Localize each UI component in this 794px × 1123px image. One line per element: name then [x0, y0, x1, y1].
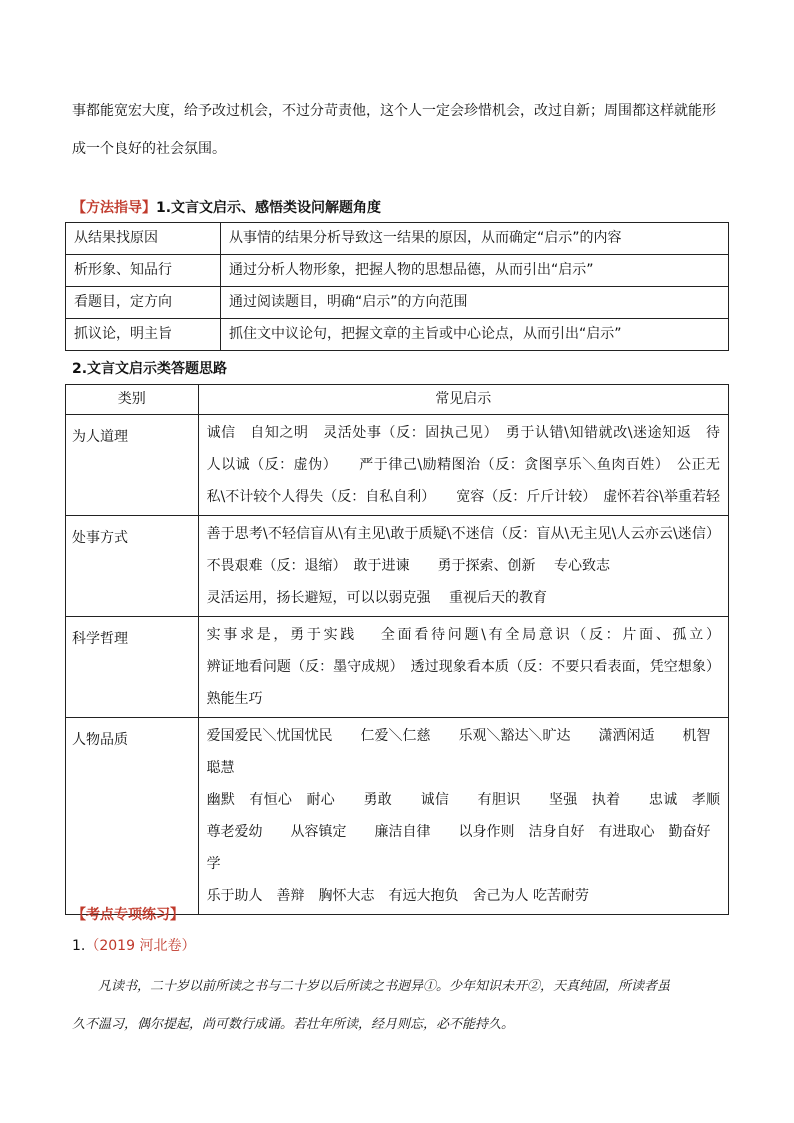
insight-list — [198, 516, 728, 617]
insight-line: 乐于助人 善辩 胸怀大志 有远大抱负 舍己为人 吃苦耐劳 — [206, 888, 590, 904]
insight-line: 灵活运用，扬长避短，可以以弱克强 重视后天的教育 — [206, 590, 548, 606]
method-description: 通过阅读题目，明确“启示”的方向范围 — [221, 287, 729, 319]
insight-line: 熟能生巧 — [206, 691, 263, 707]
insight-line: 爱国爱民＼忧国忧民 仁爱＼仁慈 乐观＼豁达＼旷达 潇洒闲适 机智 — [206, 728, 711, 744]
question-source: （2019 河北卷） — [85, 938, 196, 954]
excerpt-line-2: 久不温习，偶尔提起，尚可数行成诵。若壮年所读，经月则忘，必不能持久。 — [72, 1017, 515, 1032]
insight-row — [66, 516, 729, 617]
insight-line: 私\不计较个人得失（反：自私自利） 宽容（反：斤斤计较） 虚怀若谷\举重若轻 — [206, 489, 720, 505]
method-row — [66, 223, 729, 255]
insight-list — [198, 415, 728, 516]
method-description: 从事情的结果分析导致这一结果的原因，从而确定“启示”的内容 — [221, 223, 729, 255]
method-row — [66, 319, 729, 351]
question-number: 1. — [72, 938, 86, 954]
insight-line: 幽默 有恒心 耐心 勇敢 诚信 有胆识 坚强 执着 忠诚 孝顺 — [206, 792, 720, 808]
practice-heading: 【考点专项练习】 — [72, 907, 184, 923]
method-angle: 析形象、知品行 — [66, 255, 221, 287]
insight-line: 学 — [206, 856, 221, 872]
insight-category: 处事方式 — [66, 516, 199, 617]
insight-category: 为人道理 — [66, 415, 199, 516]
insight-list — [198, 718, 728, 915]
insight-line: 诚信 自知之明 灵活处事（反：固执己见） 勇于认错\知错就改\迷途知返 待 — [206, 425, 720, 441]
insight-row — [66, 617, 729, 718]
method-title: 1.文言文启示、感悟类设问解题角度 — [156, 200, 382, 216]
intro-paragraph — [72, 92, 732, 168]
classical-excerpt — [72, 968, 732, 1044]
method-row — [66, 287, 729, 319]
intro-line-2: 成一个良好的社会氛围。 — [72, 141, 226, 157]
insight-category: 科学哲理 — [66, 617, 199, 718]
insight-line: 实事求是，勇于实践 全面看待问题\有全局意识（反：片面、孤立） — [206, 627, 720, 643]
insight-row — [66, 415, 729, 516]
method-description: 抓住文中议论句，把握文章的主旨或中心论点，从而引出“启示” — [221, 319, 729, 351]
insight-row — [66, 718, 729, 915]
header-insight: 常见启示 — [198, 385, 728, 415]
method-heading — [72, 197, 381, 217]
method-row — [66, 255, 729, 287]
intro-line-1: 事都能宽宏大度，给予改过机会，不过分苛责他，这个人一定会珍惜机会，改过自新；周围都这样就能形 — [72, 103, 716, 119]
insight-category: 人物品质 — [66, 718, 199, 915]
insight-line: 辨证地看问题（反：墨守成规） 透过现象看本质（反：不要只看表面，凭空想象） — [206, 659, 720, 675]
method-description: 通过分析人物形象，把握人物的思想品德，从而引出“启示” — [221, 255, 729, 287]
method-table — [65, 222, 729, 351]
method-angle: 抓议论，明主旨 — [66, 319, 221, 351]
insight-line: 尊老爱幼 从容镇定 廉洁自律 以身作则 洁身自好 有进取心 勤奋好 — [206, 824, 711, 840]
excerpt-line-1: 凡读书，二十岁以前所读之书与二十岁以后所读之书迥异①。少年知识未开②，天真纯固，所读者虽 — [98, 979, 671, 994]
insight-table — [65, 384, 729, 915]
question-1 — [72, 935, 195, 955]
insight-line: 聪慧 — [206, 760, 235, 776]
insight-line: 人以诚（反：虚伪） 严于律己\励精图治（反：贪图享乐＼鱼肉百姓） 公正无 — [206, 457, 720, 473]
insight-line: 不畏艰难（反：退缩） 敢于进谏 勇于探索、创新 专心致志 — [206, 558, 611, 574]
approach-heading: 2.文言文启示类答题思路 — [72, 361, 228, 377]
insight-line: 善于思考\不轻信盲从\有主见\敢于质疑\不迷信（反：盲从\无主见\人云亦云\迷信） — [206, 526, 720, 542]
insight-list — [198, 617, 728, 718]
method-bracket-label: 【方法指导】 — [72, 200, 156, 216]
method-angle: 看题目，定方向 — [66, 287, 221, 319]
header-category: 类别 — [66, 385, 199, 415]
method-angle: 从结果找原因 — [66, 223, 221, 255]
insight-table-header-row — [66, 385, 729, 415]
